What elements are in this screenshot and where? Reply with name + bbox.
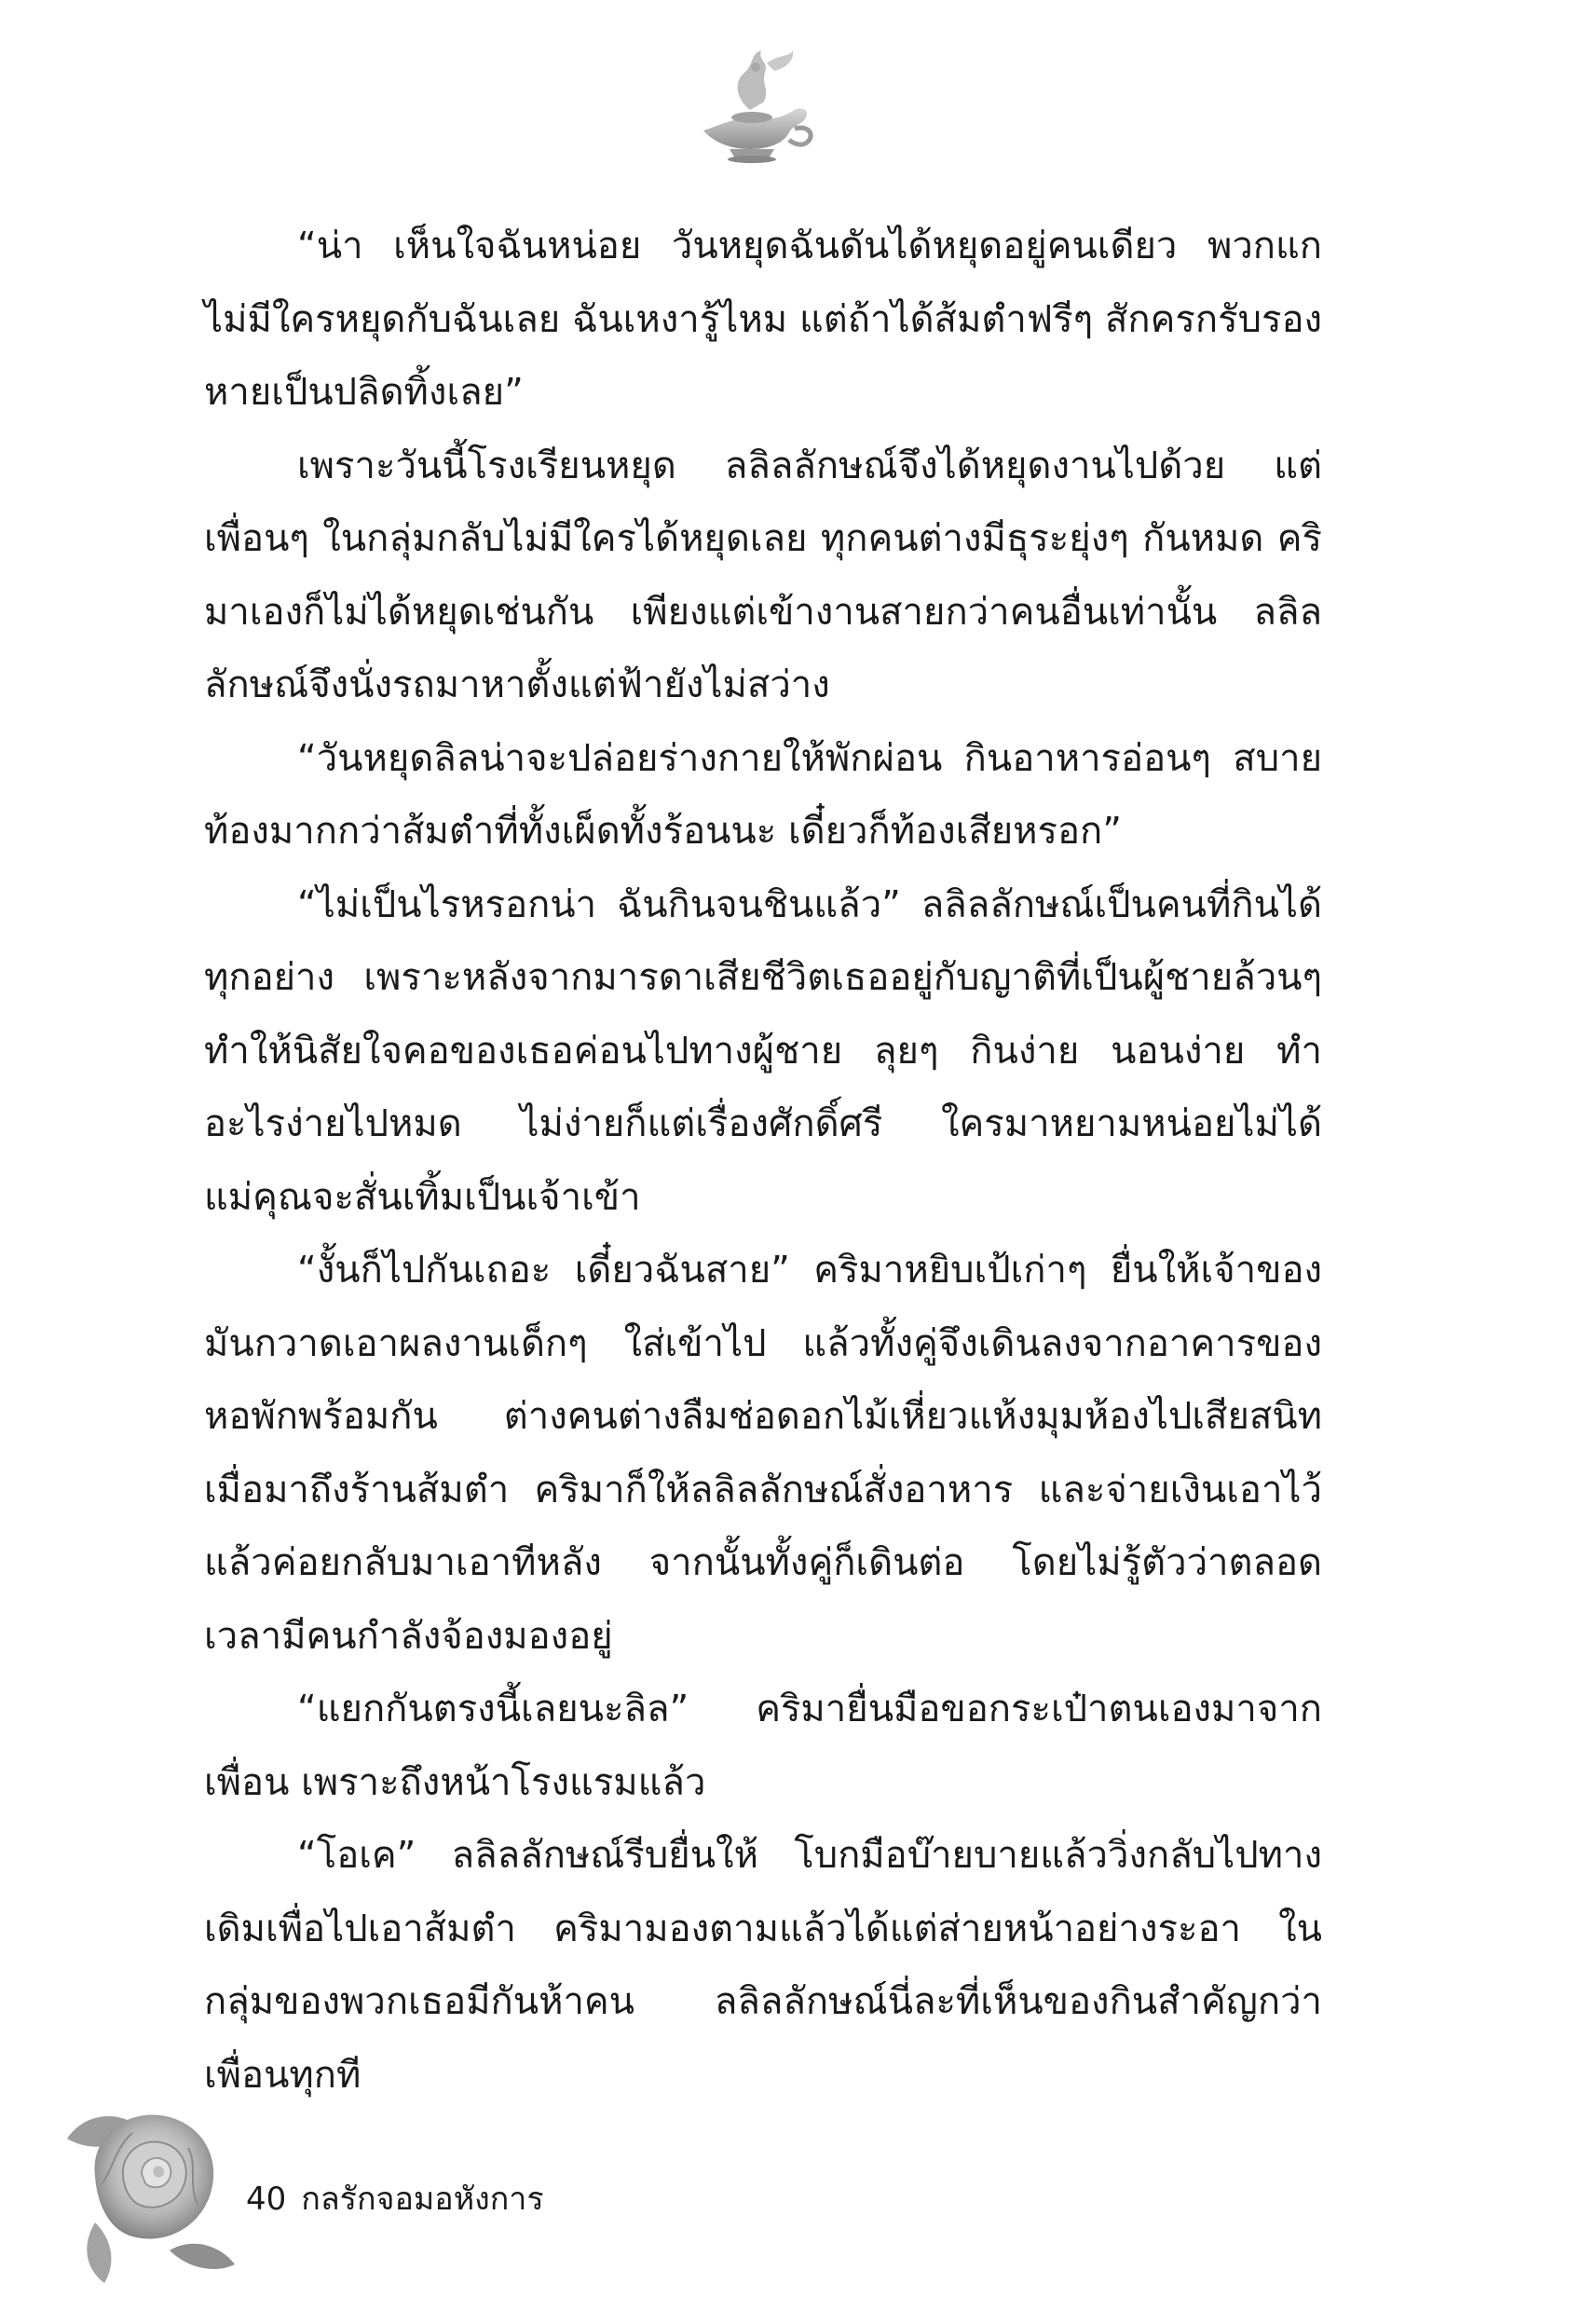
book-title: กลรักจอมอหังการ xyxy=(301,2181,544,2218)
paragraph: “แยกกันตรงนี้เลยนะลิล” คริมายื่นมือขอกระเป๋าตนเองมาจากเพื่อน เพราะถึงหน้าโรงแรมแล้ว xyxy=(204,1688,1322,1804)
paragraph: “งั้นก็ไปกันเถอะ เดี๋ยวฉันสาย” คริมาหยิบเป้เก่าๆ ยื่นให้เจ้าของมันกวาดเอาผลงานเด็กๆ ใส่เข้าไป แล้วทั้งคู่จึงเดินลงจากอาคารของหอพักพร้อมกัน ต่างคนต่างลืมช่อดอกไม้เหี่ยวแห้งมุมห้องไปเสียสนิท เมื่อมาถึงร้านส้มตำ คริมาก็ให้ลลิลลักษณ์สั่งอาหาร และจ่ายเงินเอาไว้แล้วค่อยกลับมาเอาทีหลัง จากนั้นทั้งคู่ก็เดินต่อ โดยไม่รู้ตัวว่าตลอดเวลามีคนกำลังจ้องมองอยู่ xyxy=(204,1249,1322,1658)
rose-icon xyxy=(58,2073,249,2288)
paragraph: “น่า เห็นใจฉันหน่อย วันหยุดฉันดันได้หยุดอยู่คนเดียว พวกแกไม่มีใครหยุดกับฉันเลย ฉันเหงารู้ไหม แต่ถ้าได้ส้มตำฟรีๆ สักครกรับรองหายเป็นปลิดทิ้งเลย” xyxy=(204,225,1322,414)
paragraph: “วันหยุดลิลน่าจะปล่อยร่างกายให้พักผ่อน กินอาหารอ่อนๆ สบายท้องมากกว่าส้มตำที่ทั้งเผ็ดทั้งร้อนนะ เดี๋ยวก็ท้องเสียหรอก” xyxy=(204,736,1322,853)
paragraph: “ไม่เป็นไรหรอกน่า ฉันกินจนชินแล้ว” ลลิลลักษณ์เป็นคนที่กินได้ทุกอย่าง เพราะหลังจากมารดาเสียชีวิตเธออยู่กับญาติที่เป็นผู้ชายล้วนๆ ทำให้นิสัยใจคอของเธอค่อนไปทางผู้ชาย ลุยๆ กินง่าย นอนง่าย ทำอะไรง่ายไปหมด ไม่ง่ายก็แต่เรื่องศักดิ์ศรี ใครมาหยามหน่อยไม่ได้ แม่คุณจะสั่นเทิ้มเป็นเจ้าเข้า xyxy=(204,882,1322,1219)
page-footer xyxy=(0,2073,1596,2311)
genie-lamp-icon xyxy=(685,45,825,166)
page-number: 40 xyxy=(246,2181,287,2218)
chapter-body xyxy=(204,210,1322,2112)
paragraph: “โอเค” ลลิลลักษณ์รีบยื่นให้ โบกมือบ๊ายบายแล้ววิ่งกลับไปทางเดิมเพื่อไปเอาส้มตำ คริมามองตามแล้วได้แต่ส่ายหน้าอย่างระอา ในกลุ่มของพวกเธอมีกันห้าคน ลลิลลักษณ์นี่ละที่เห็นของกินสำคัญกว่าเพื่อนทุกที xyxy=(204,1834,1322,2097)
paragraph: เพราะวันนี้โรงเรียนหยุด ลลิลลักษณ์จึงได้หยุดงานไปด้วย แต่เพื่อนๆ ในกลุ่มกลับไม่มีใครได้หยุดเลย ทุกคนต่างมีธุระยุ่งๆ กันหมด คริมาเองก็ไม่ได้หยุดเช่นกัน เพียงแต่เข้างานสายกว่าคนอื่นเท่านั้น ลลิลลักษณ์จึงนั่งรถมาหาตั้งแต่ฟ้ายังไม่สว่าง xyxy=(204,444,1322,706)
footer-caption xyxy=(246,2181,544,2218)
